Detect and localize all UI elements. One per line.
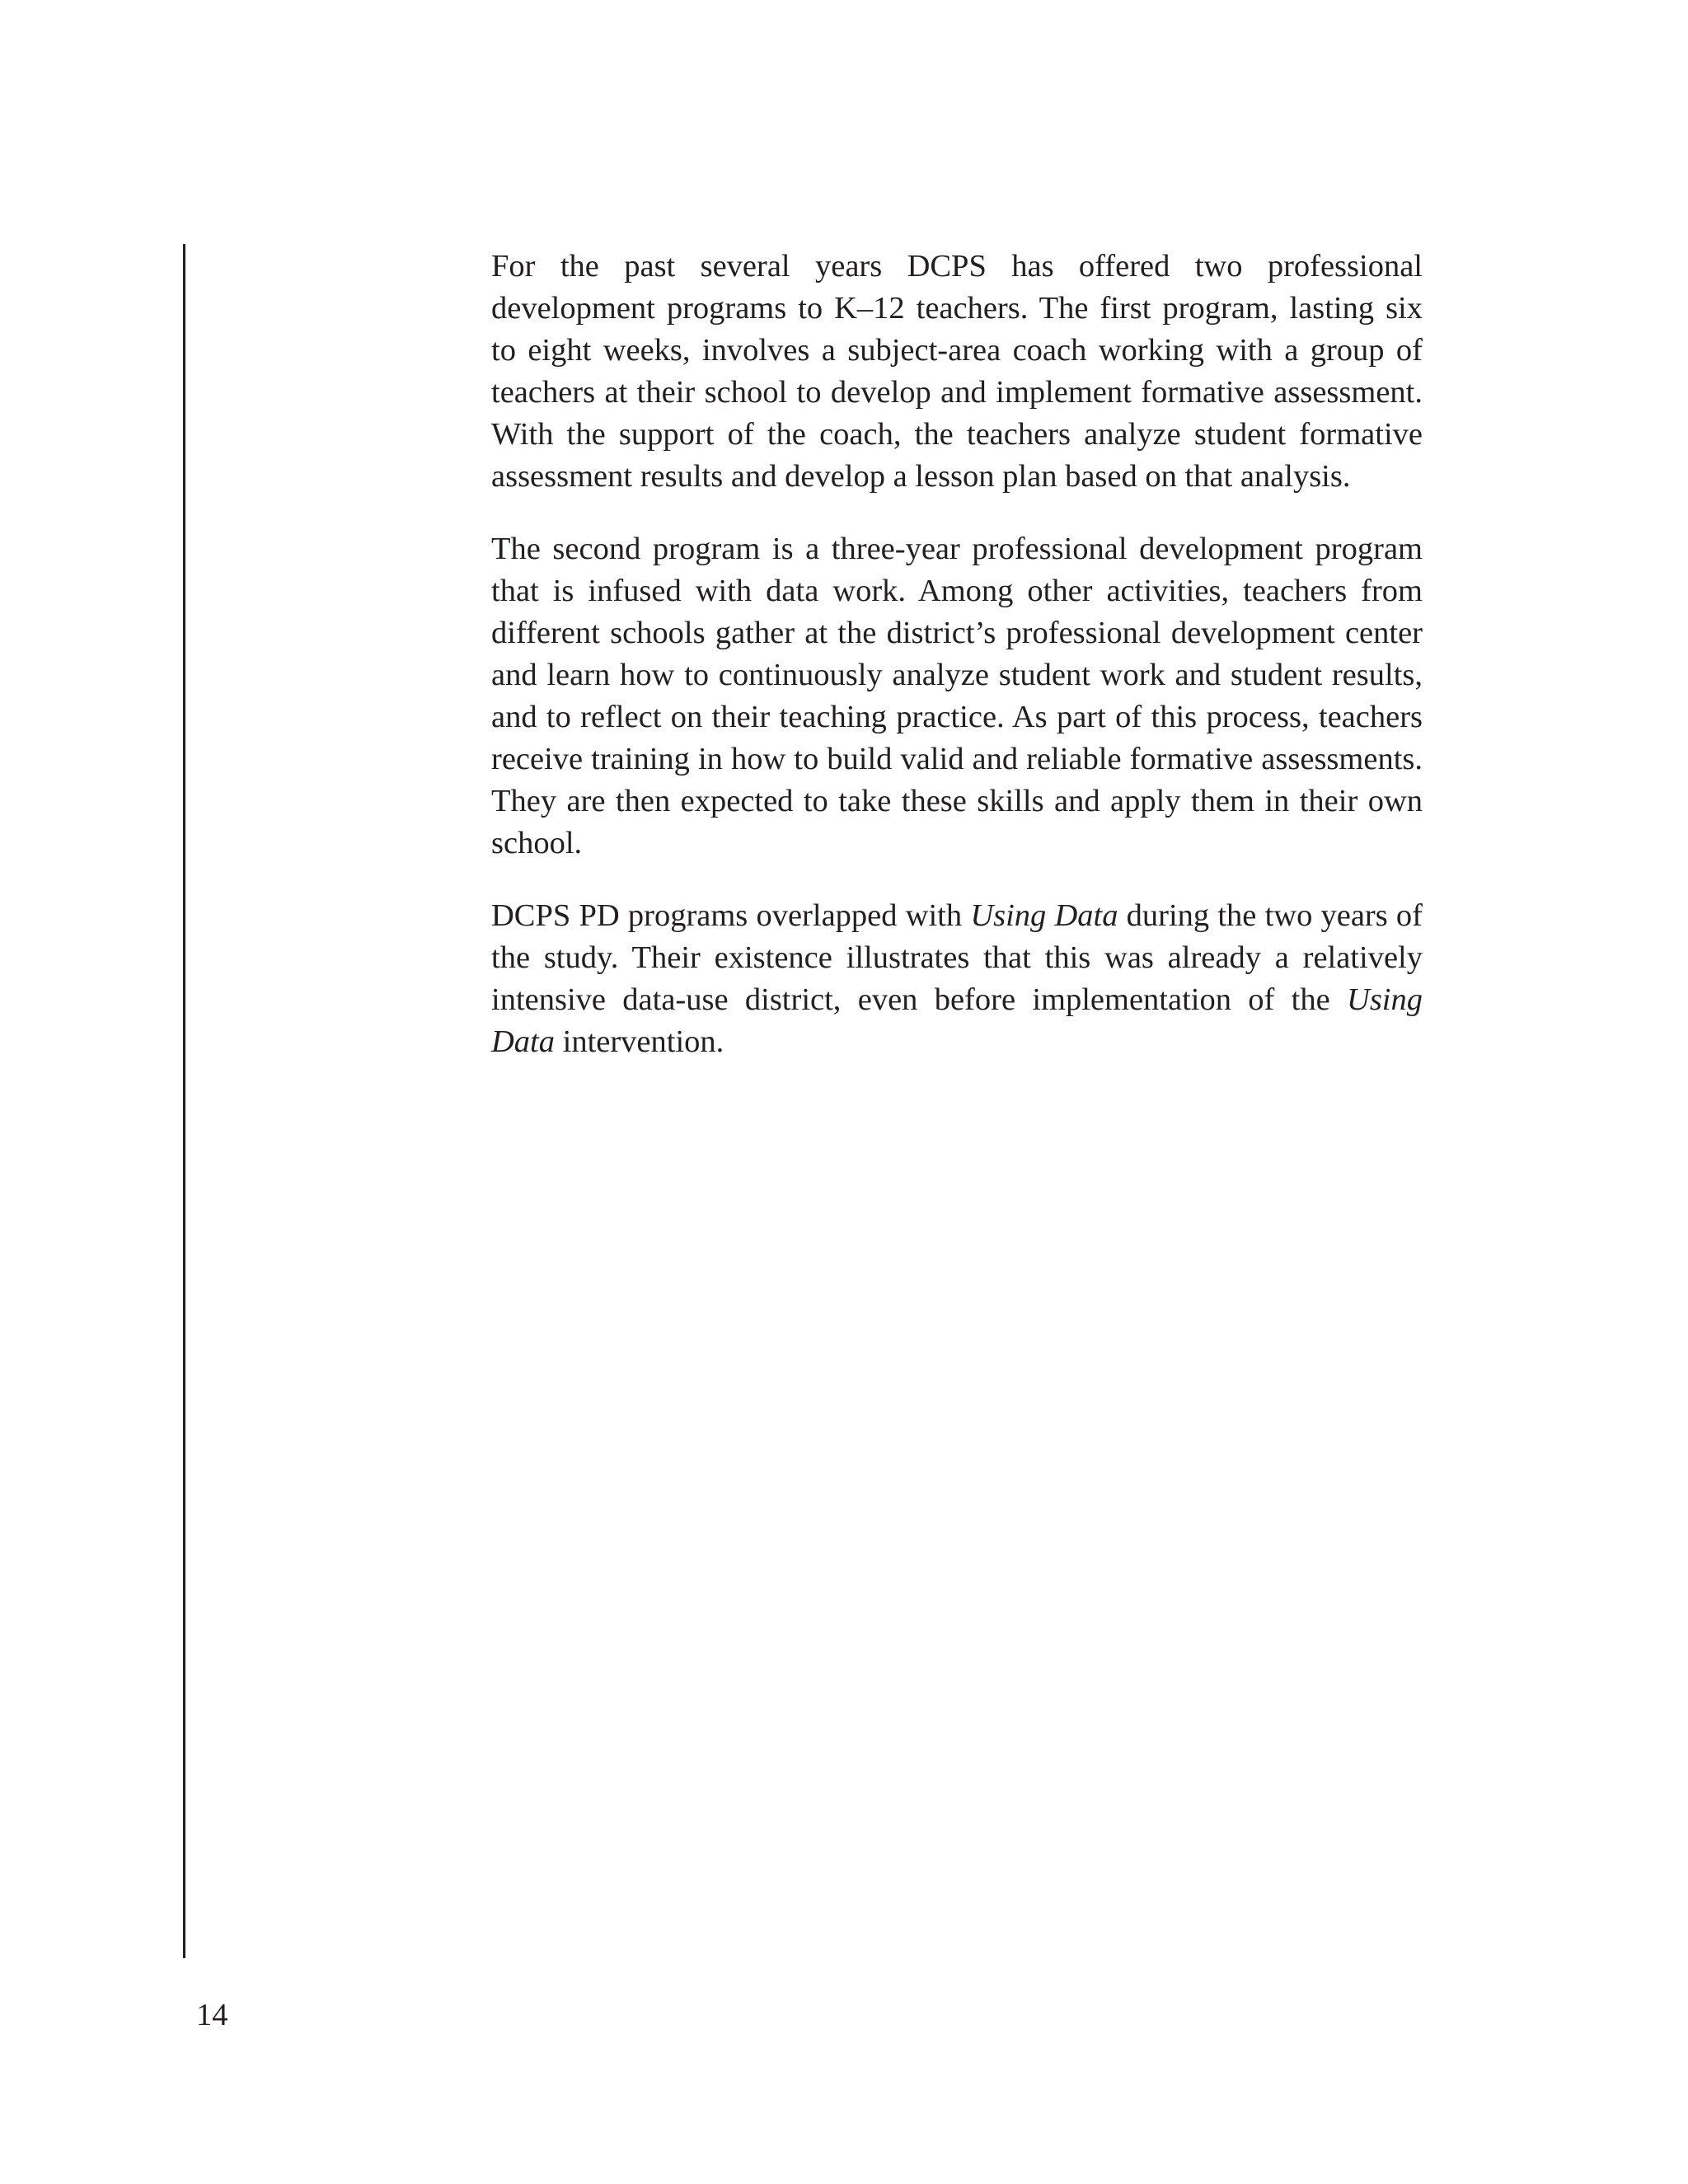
page-number: 14 <box>196 1998 228 2032</box>
paragraph-3-text-c: intervention. <box>555 1024 724 1059</box>
paragraph-3-text-a: DCPS PD programs overlapped with <box>491 898 971 933</box>
using-data-italic-1: Using Data <box>970 898 1118 933</box>
paragraph-2: The second program is a three-year professional development program that is infused with data work. Among other activities, teachers from different schools gather at the district’s professional development center and learn how to continuously analyze student work and student results, and to reflect on their teaching practice. As part of this process, teachers receive training in how to build valid and reliable formative assessments. They are then expected to take these skills and apply them in their own school. <box>491 532 1423 860</box>
margin-rule <box>183 244 185 1958</box>
paragraph-3-text-b: during the two years of the study. Their existence illustrates that this was already a relatively intensive data-use district, even before implementation of the <box>491 898 1423 1017</box>
body-text <box>491 246 1423 1094</box>
paragraph-1: For the past several years DCPS has offered two professional development programs to K–12 teachers. The first program, lasting six to eight weeks, involves a subject-area coach working with a group of teachers at their school to develop and implement formative assessment. With the support of the coach, the teachers analyze student formative assessment results and develop a lesson plan based on that analysis. <box>491 249 1423 494</box>
using-data-italic-2: Using Data <box>491 982 1423 1059</box>
paragraph-3 <box>491 895 1423 1063</box>
